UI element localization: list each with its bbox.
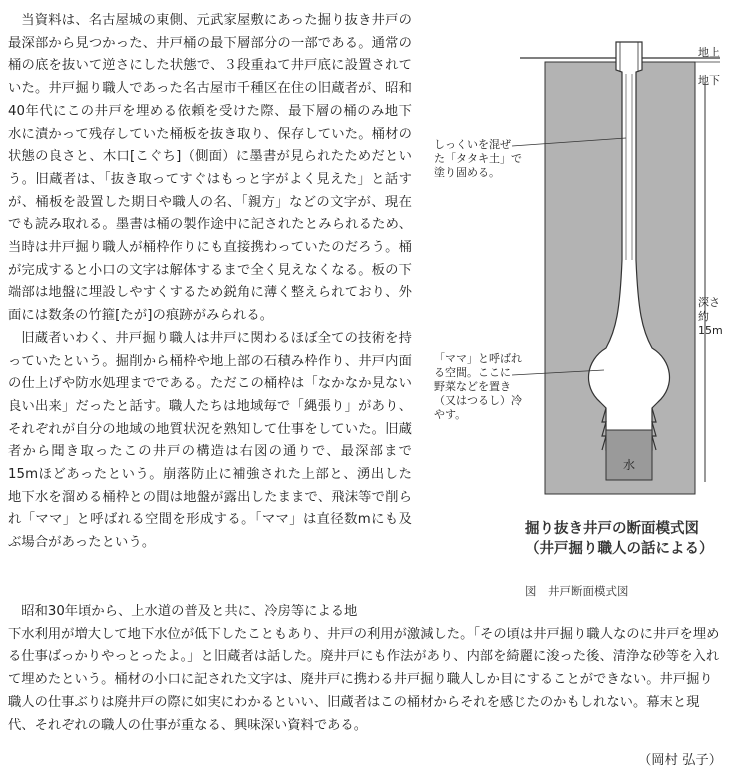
paragraph-3-first-line: 昭和30年頃から、上水道の普及と共に、冷房等による地 (21, 604, 358, 619)
label-mama-line-4: （又はつるし）冷 (434, 394, 522, 407)
water-area (606, 430, 652, 480)
label-mama-line-5: やす。 (434, 408, 467, 421)
figure-caption: 図 井戸断面模式図 (525, 584, 629, 598)
paragraph-3-rest: 下水利用が増大して地下水位が低下したこともあり、井戸の利用が激減した。「その頃は井戸掘り職人なのに井戸を埋める仕事ばっかりやっとったよ。」と旧蔵者は話した。廃井戸にも作法があり、内部を綺麗に浚った後、清浄な砂等を入れて埋めたという。桶材の小口に記された文字は、廃井戸に携わる井戸掘り職人しか目にすることができない。井戸掘り職人の仕事ぶりは廃井戸の際に如実にわかるといい、旧蔵者はこの桶材からそれを感じたのかもしれない。幕末と現代、それぞれの職人の仕事が重なる、興味深い資料である。 (8, 626, 720, 733)
figure-title-line-2: （井戸掘り職人の話による） (525, 541, 714, 557)
label-water: 水 (623, 458, 636, 472)
label-depth (698, 296, 732, 338)
label-depth-line-2: 約15m (698, 310, 723, 337)
label-mama-line-3: 野菜などを置き (434, 380, 511, 393)
figure-title (525, 519, 714, 559)
label-plaster-line-2: た「タタキ土」で (434, 152, 522, 165)
label-plaster-line-1: しっくいを混ぜ (434, 138, 511, 151)
well-diagram (420, 30, 732, 510)
label-mama-line-1: 「ママ」と呼ばれ (434, 352, 522, 365)
well-cross-section-figure (420, 30, 732, 600)
label-mama-line-2: る空間。ここに (434, 366, 511, 379)
label-plaster (434, 138, 522, 180)
label-depth-line-1: 深さ (698, 296, 720, 309)
label-above-ground: 地上 (698, 46, 720, 59)
paragraph-2: 旧蔵者いわく、井戸掘り職人は井戸に関わるほぼ全ての技術を持っていたという。掘削から桶枠や地上部の石積み枠作り、井戸内面の仕上げや防水処理までである。ただこの桶枠は「なかなか見ない良い出来」だったと話す。職人たちは地域毎で「縄張り」があり、それぞれが自分の地域の地質状況を熟知して仕事をしていた。旧蔵者から聞き取ったこの井戸の構造は右図の通りで、最深部まで15mほどあったという。崩落防止に補強された上部と、湧出した地下水を溜める桶枠との間は地盤が露出したままで、飛沫等で削られ「ママ」と呼ばれる空間を形成する。「ママ」は直径数mにも及ぶ場合があったという。 (8, 330, 412, 551)
label-mama (434, 352, 522, 422)
author-credit: （岡村 弘子） (637, 753, 722, 768)
main-text-column (8, 10, 412, 555)
label-below-ground: 地下 (698, 74, 720, 87)
label-plaster-line-3: 塗り固める。 (434, 166, 500, 179)
full-width-text (8, 601, 726, 737)
paragraph-1: 当資料は、名古屋城の東側、元武家屋敷にあった掘り抜き井戸の最深部から見つかった、井戸桶の最下層部分の一部である。通常の桶の底を抜いて逆さにした状態で、３段重ねて井戸底に設置されていた。井戸掘り職人であった名古屋市千種区在住の旧蔵者が、昭和40年代にこの井戸を埋める依頼を受けた際、最下層の桶のみ地下水に漬かって残存していた桶板を抜き取り、保存していた。桶材の状態の良さと、木口[こぐち]（側面）に墨書が見られたためだという。旧蔵者は、「抜き取ってすぐはもっと字がよく見えた」と話すが、桶板を設置した期日や職人の名、「親方」などの文字が、現在でも読み取れる。墨書は桶の製作途中に記されたとみられるため、当時は井戸掘り職人が桶枠作りにも直接携わっていたのだろう。桶が完成すると小口の文字は解体するまで全く見えなくなる。板の下端部は地盤に埋設しやすくするため鋭角に薄く整えられており、外面には数条の竹箍[たが]の痕跡がみられる。 (8, 13, 412, 324)
figure-title-line-1: 掘り抜き井戸の断面模式図 (525, 521, 699, 537)
